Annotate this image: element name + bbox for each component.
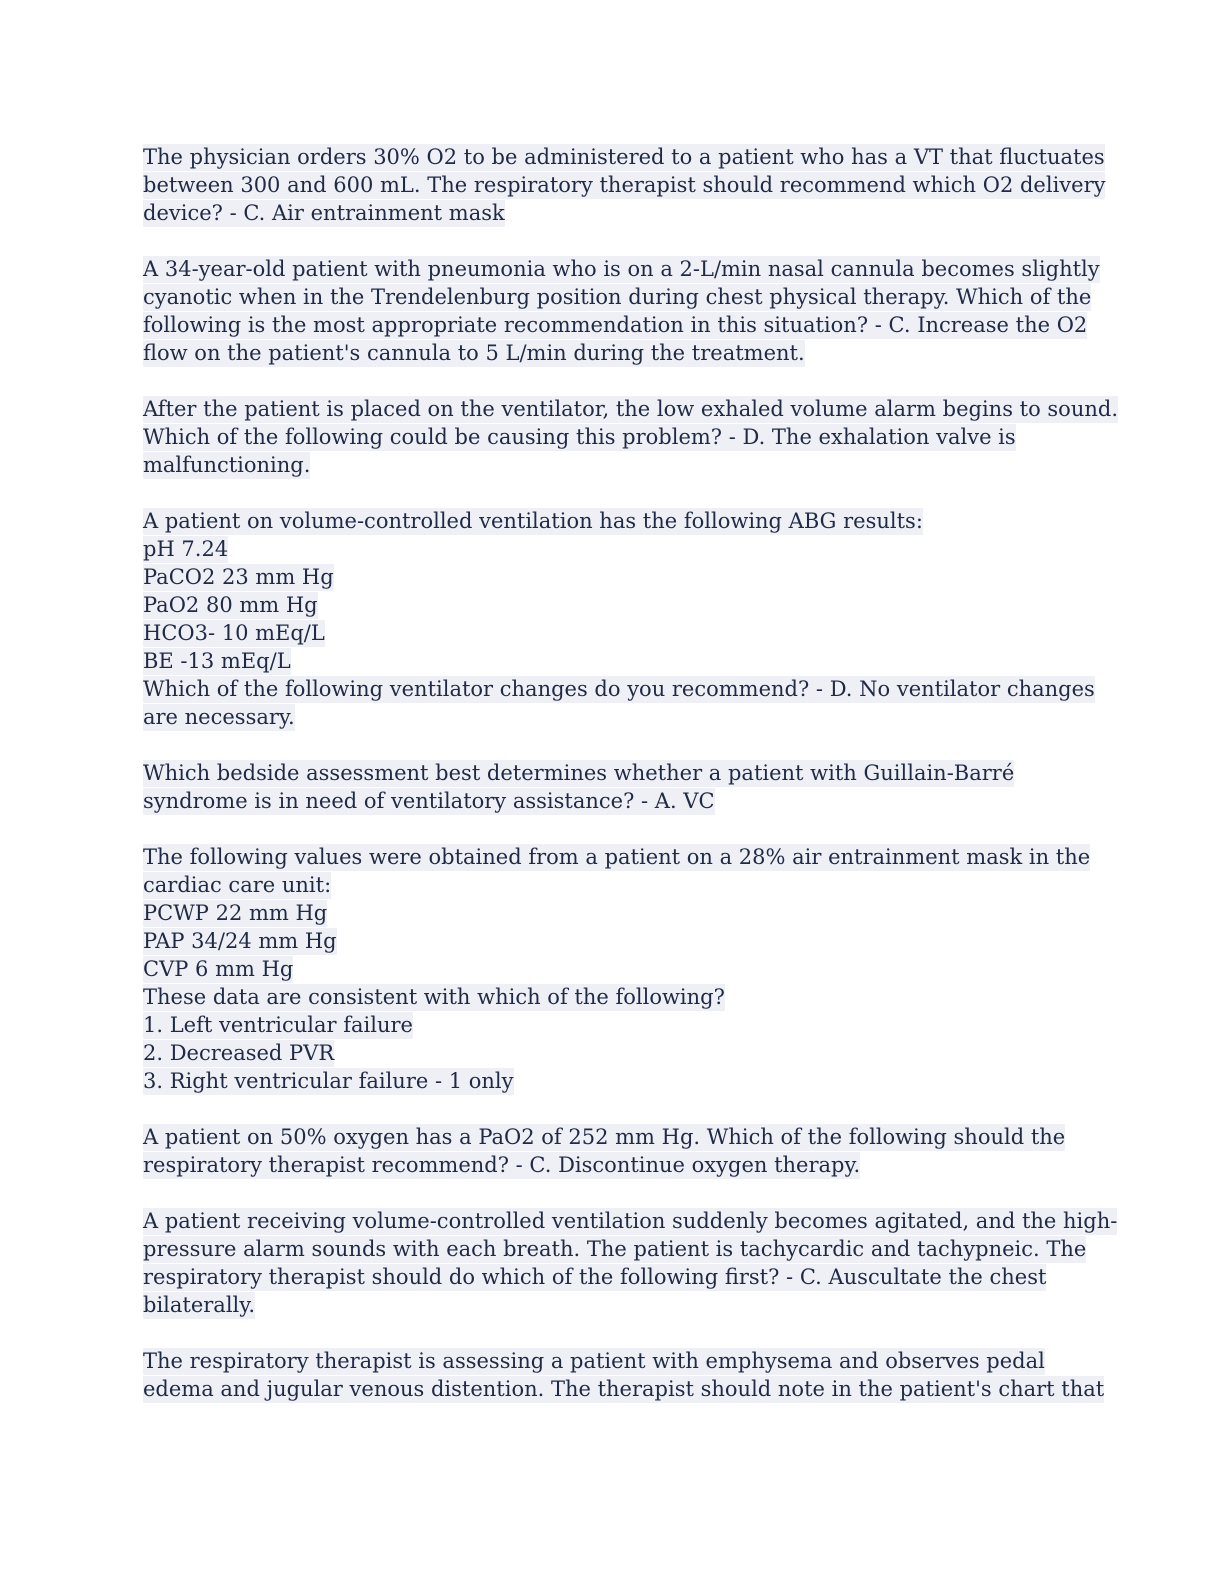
- text-line: A patient on volume-controlled ventilation has the following ABG results:: [143, 509, 923, 533]
- question-block-6: [143, 843, 1091, 1095]
- text-line: A patient on 50% oxygen has a PaO2 of 252 mm Hg. Which of the following should the: [143, 1125, 1066, 1149]
- text-line: are necessary.: [143, 705, 295, 729]
- text-line: malfunctioning.: [143, 453, 311, 477]
- question-block-9: [143, 1347, 1105, 1403]
- text-line: A patient receiving volume-controlled ventilation suddenly becomes agitated, and the high-: [143, 1209, 1118, 1233]
- text-line: cyanotic when in the Trendelenburg position during chest physical therapy. Which of the: [143, 285, 1092, 309]
- text-line: Which bedside assessment best determines whether a patient with Guillain-Barré: [143, 761, 1015, 785]
- text-line: edema and jugular venous distention. The therapist should note in the patient's chart that: [143, 1377, 1105, 1401]
- text-line: A 34-year-old patient with pneumonia who is on a 2-L/min nasal cannula becomes slightly: [143, 257, 1100, 281]
- text-line: pressure alarm sounds with each breath. The patient is tachycardic and tachypneic. The: [143, 1237, 1087, 1261]
- text-line: 2. Decreased PVR: [143, 1041, 335, 1065]
- question-block-5: [143, 759, 1083, 815]
- document-body: [143, 143, 1118, 1431]
- text-line: following is the most appropriate recommendation in this situation? - C. Increase the O2: [143, 313, 1088, 337]
- text-line: pH 7.24: [143, 537, 229, 561]
- text-line: device? - C. Air entrainment mask: [143, 201, 505, 225]
- text-line: PaO2 80 mm Hg: [143, 593, 318, 617]
- text-line: cardiac care unit:: [143, 873, 332, 897]
- text-line: respiratory therapist recommend? - C. Discontinue oxygen therapy.: [143, 1153, 861, 1177]
- text-line: 1. Left ventricular failure: [143, 1013, 413, 1037]
- question-block-2: [143, 255, 1100, 367]
- text-line: These data are consistent with which of the following?: [143, 985, 725, 1009]
- text-line: Which of the following could be causing this problem? - D. The exhalation valve is: [143, 425, 1016, 449]
- question-block-4: [143, 507, 1095, 731]
- text-line: PaCO2 23 mm Hg: [143, 565, 334, 589]
- question-block-8: [143, 1207, 1118, 1319]
- text-line: PAP 34/24 mm Hg: [143, 929, 337, 953]
- question-block-7: [143, 1123, 1083, 1179]
- text-line: Which of the following ventilator changes do you recommend? - D. No ventilator changes: [143, 677, 1095, 701]
- text-line: HCO3- 10 mEq/L: [143, 621, 325, 645]
- text-line: BE -13 mEq/L: [143, 649, 291, 673]
- question-block-3: [143, 395, 1118, 479]
- question-block-1: [143, 143, 1106, 227]
- text-line: syndrome is in need of ventilatory assistance? - A. VC: [143, 789, 715, 813]
- text-line: PCWP 22 mm Hg: [143, 901, 328, 925]
- text-line: bilaterally.: [143, 1293, 256, 1317]
- text-line: The respiratory therapist is assessing a patient with emphysema and observes pedal: [143, 1349, 1045, 1373]
- text-line: The following values were obtained from a patient on a 28% air entrainment mask in the: [143, 845, 1091, 869]
- text-line: The physician orders 30% O2 to be administered to a patient who has a VT that fluctuates: [143, 145, 1105, 169]
- text-line: flow on the patient's cannula to 5 L/min during the treatment.: [143, 341, 805, 365]
- text-line: After the patient is placed on the ventilator, the low exhaled volume alarm begins to sound.: [143, 397, 1118, 421]
- text-line: between 300 and 600 mL. The respiratory therapist should recommend which O2 delivery: [143, 173, 1106, 197]
- text-line: respiratory therapist should do which of the following first? - C. Auscultate the chest: [143, 1265, 1047, 1289]
- text-line: 3. Right ventricular failure - 1 only: [143, 1069, 514, 1093]
- text-line: CVP 6 mm Hg: [143, 957, 294, 981]
